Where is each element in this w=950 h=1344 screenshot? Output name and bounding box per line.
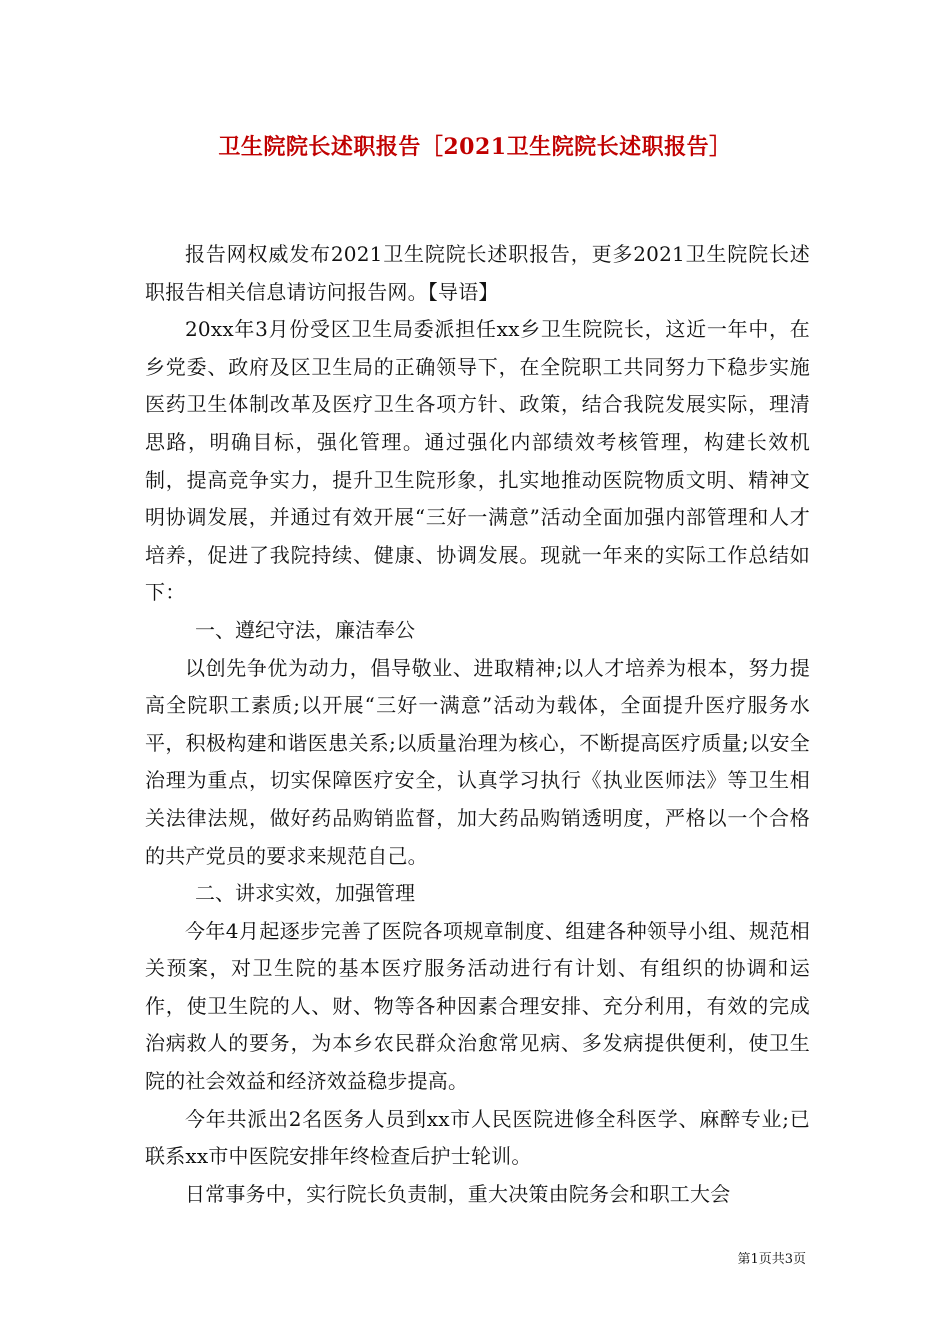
page-number: 第1页共3页 [737, 1252, 806, 1267]
body-paragraph: 今年共派出2名医务人员到xx市人民医院进修全科医学、麻醉专业;已联系xx市中医院安排年终检查后护士轮训。 [145, 1106, 810, 1169]
document-body [145, 236, 810, 1213]
document-title: 卫生院院长述职报告［2021卫生院院长述职报告］ [218, 134, 732, 160]
body-paragraph: 20xx年3月份受区卫生局委派担任xx乡卫生院院长，这近一年中，在乡党委、政府及区卫生局的正确领导下，在全院职工共同努力下稳步实施医药卫生体制改革及医疗卫生各项方针、政策，结合我院发展实际，理清思路，明确目标，强化管理。通过强化内部绩效考核管理，构建长效机制，提高竞争实力，提升卫生院形象，扎实地推动医院物质文明、精神文明协调发展，并通过有效开展“三好一满意”活动全面加强内部管理和人才培养，促进了我院持续、健康、协调发展。现就一年来的实际工作总结如下： [145, 317, 810, 605]
section-heading: 一、遵纪守法，廉洁奉公 [195, 617, 415, 642]
body-paragraph: 日常事务中，实行院长负责制，重大决策由院务会和职工大会 [185, 1181, 731, 1206]
body-paragraph: 报告网权威发布2021卫生院院长述职报告，更多2021卫生院院长述职报告相关信息请访问报告网。【导语】 [145, 242, 810, 304]
body-paragraph: 以创先争优为动力，倡导敬业、进取精神;以人才培养为根本，努力提高全院职工素质;以开展“三好一满意”活动为载体，全面提升医疗服务水平，积极构建和谐医患关系;以质量治理为核心，不断提高医疗质量;以安全治理为重点，切实保障医疗安全，认真学习执行《执业医师法》等卫生相关法律法规，做好药品购销监督，加大药品购销透明度，严格以一个合格的共产党员的要求来规范自己。 [145, 655, 810, 868]
section-heading: 二、讲求实效，加强管理 [195, 881, 415, 906]
body-paragraph: 今年4月起逐步完善了医院各项规章制度、组建各种领导小组、规范相关预案，对卫生院的基本医疗服务活动进行有计划、有组织的协调和运作，使卫生院的人、财、物等各种因素合理安排、充分利用，有效的完成治病救人的要务，为本乡农民群众治愈常见病、多发病提供便利，使卫生院的社会效益和经济效益稳步提高。 [145, 918, 810, 1094]
